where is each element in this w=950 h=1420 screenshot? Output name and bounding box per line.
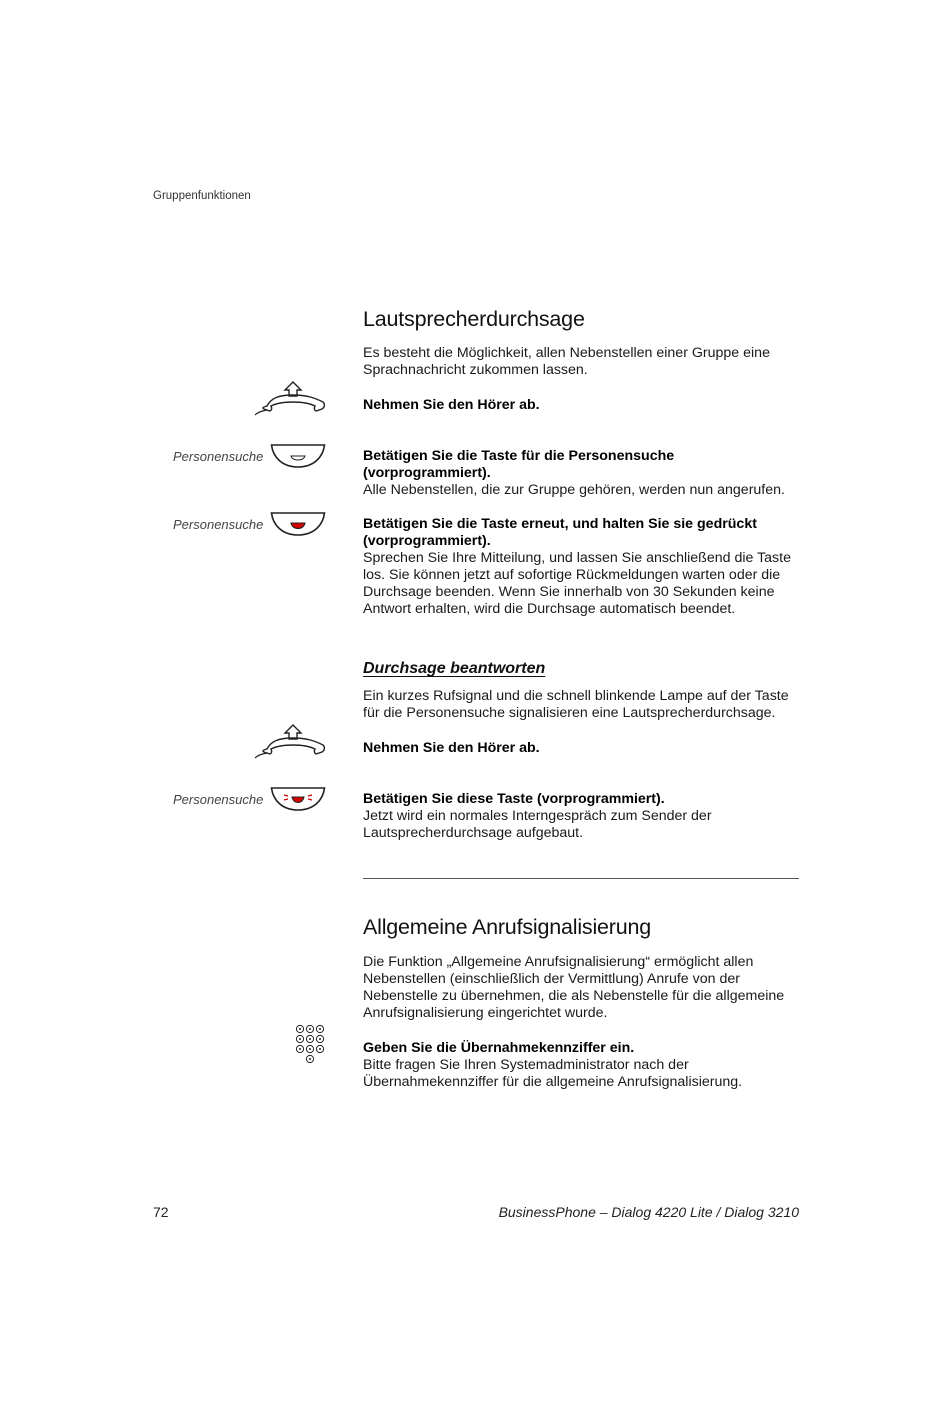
handset-lift-icon bbox=[253, 380, 329, 416]
keypad-icon bbox=[295, 1024, 327, 1068]
step-press-hold-personensuche: Betätigen Sie die Taste erneut, und halten Sie sie gedrückt (vorprogrammiert). Sprechen Sie Ihre Mitteilung, und lassen Sie anschließend die Taste los. Sie können jetzt auf sofortige Rückmeldungen warten oder die Durchsage beenden. Wenn Sie innerhalb von 30 Sekunden keine Antwort erhalten, wird die Durchsage automatisch beendet. bbox=[363, 516, 791, 617]
running-header: Gruppenfunktionen bbox=[153, 190, 251, 202]
key-led-flashing-icon[interactable] bbox=[270, 786, 326, 812]
subsection-title-durchsage-beantworten: Durchsage beantworten bbox=[363, 660, 546, 677]
step-pick-up-handset-answer: Nehmen Sie den Hörer ab. bbox=[363, 740, 540, 756]
step-press-key-answer: Betätigen Sie diese Taste (vorprogrammiert). Jetzt wird ein normales Interngespräch zum Sender der Lautsprecherdurchsage aufgebaut. bbox=[363, 791, 712, 841]
key-led-on-icon[interactable] bbox=[270, 511, 326, 537]
section1-intro: Es besteht die Möglichkeit, allen Nebenstellen einer Gruppe eine Sprachnachricht zukommen lassen. bbox=[363, 345, 770, 378]
page-number: 72 bbox=[153, 1204, 169, 1220]
footer-title: BusinessPhone – Dialog 4220 Lite / Dialog 3210 bbox=[498, 1204, 799, 1220]
handset-lift-icon bbox=[253, 723, 329, 759]
section2-intro: Die Funktion „Allgemeine Anrufsignalisierung“ ermöglicht allen Nebenstellen (einschließlich der Vermittlung) Anrufe von der Nebenstelle zu übernehmen, die als Nebenstelle für die allgemeine Anrufsignalisierung eingerichtet wurde. bbox=[363, 954, 785, 1021]
section-title-allgemeine-anrufsignalisierung: Allgemeine Anrufsignalisierung bbox=[363, 915, 652, 939]
subsection-intro: Ein kurzes Rufsignal und die schnell blinkende Lampe auf der Taste für die Personensuche signalisieren eine Lautsprecherdurchsage. bbox=[363, 688, 789, 721]
section-divider bbox=[363, 878, 799, 879]
key-label-personensuche: Personensuche bbox=[173, 792, 264, 807]
step-press-personensuche: Betätigen Sie die Taste für die Personensuche (vorprogrammiert). Alle Nebenstellen, die zur Gruppe gehören, werden nun angerufen. bbox=[363, 448, 785, 498]
section-title-lautsprecherdurchsage: Lautsprecherdurchsage bbox=[363, 307, 585, 331]
step-pick-up-handset: Nehmen Sie den Hörer ab. bbox=[363, 397, 540, 413]
step-enter-code: Geben Sie die Übernahmekennziffer ein. Bitte fragen Sie Ihren Systemadministrator nach der Übernahmekennziffer für die allgemeine Anrufsignalisierung. bbox=[363, 1040, 743, 1090]
key-label-personensuche: Personensuche bbox=[173, 449, 264, 464]
key-label-personensuche: Personensuche bbox=[173, 517, 264, 532]
key-led-off-icon[interactable] bbox=[270, 443, 326, 469]
